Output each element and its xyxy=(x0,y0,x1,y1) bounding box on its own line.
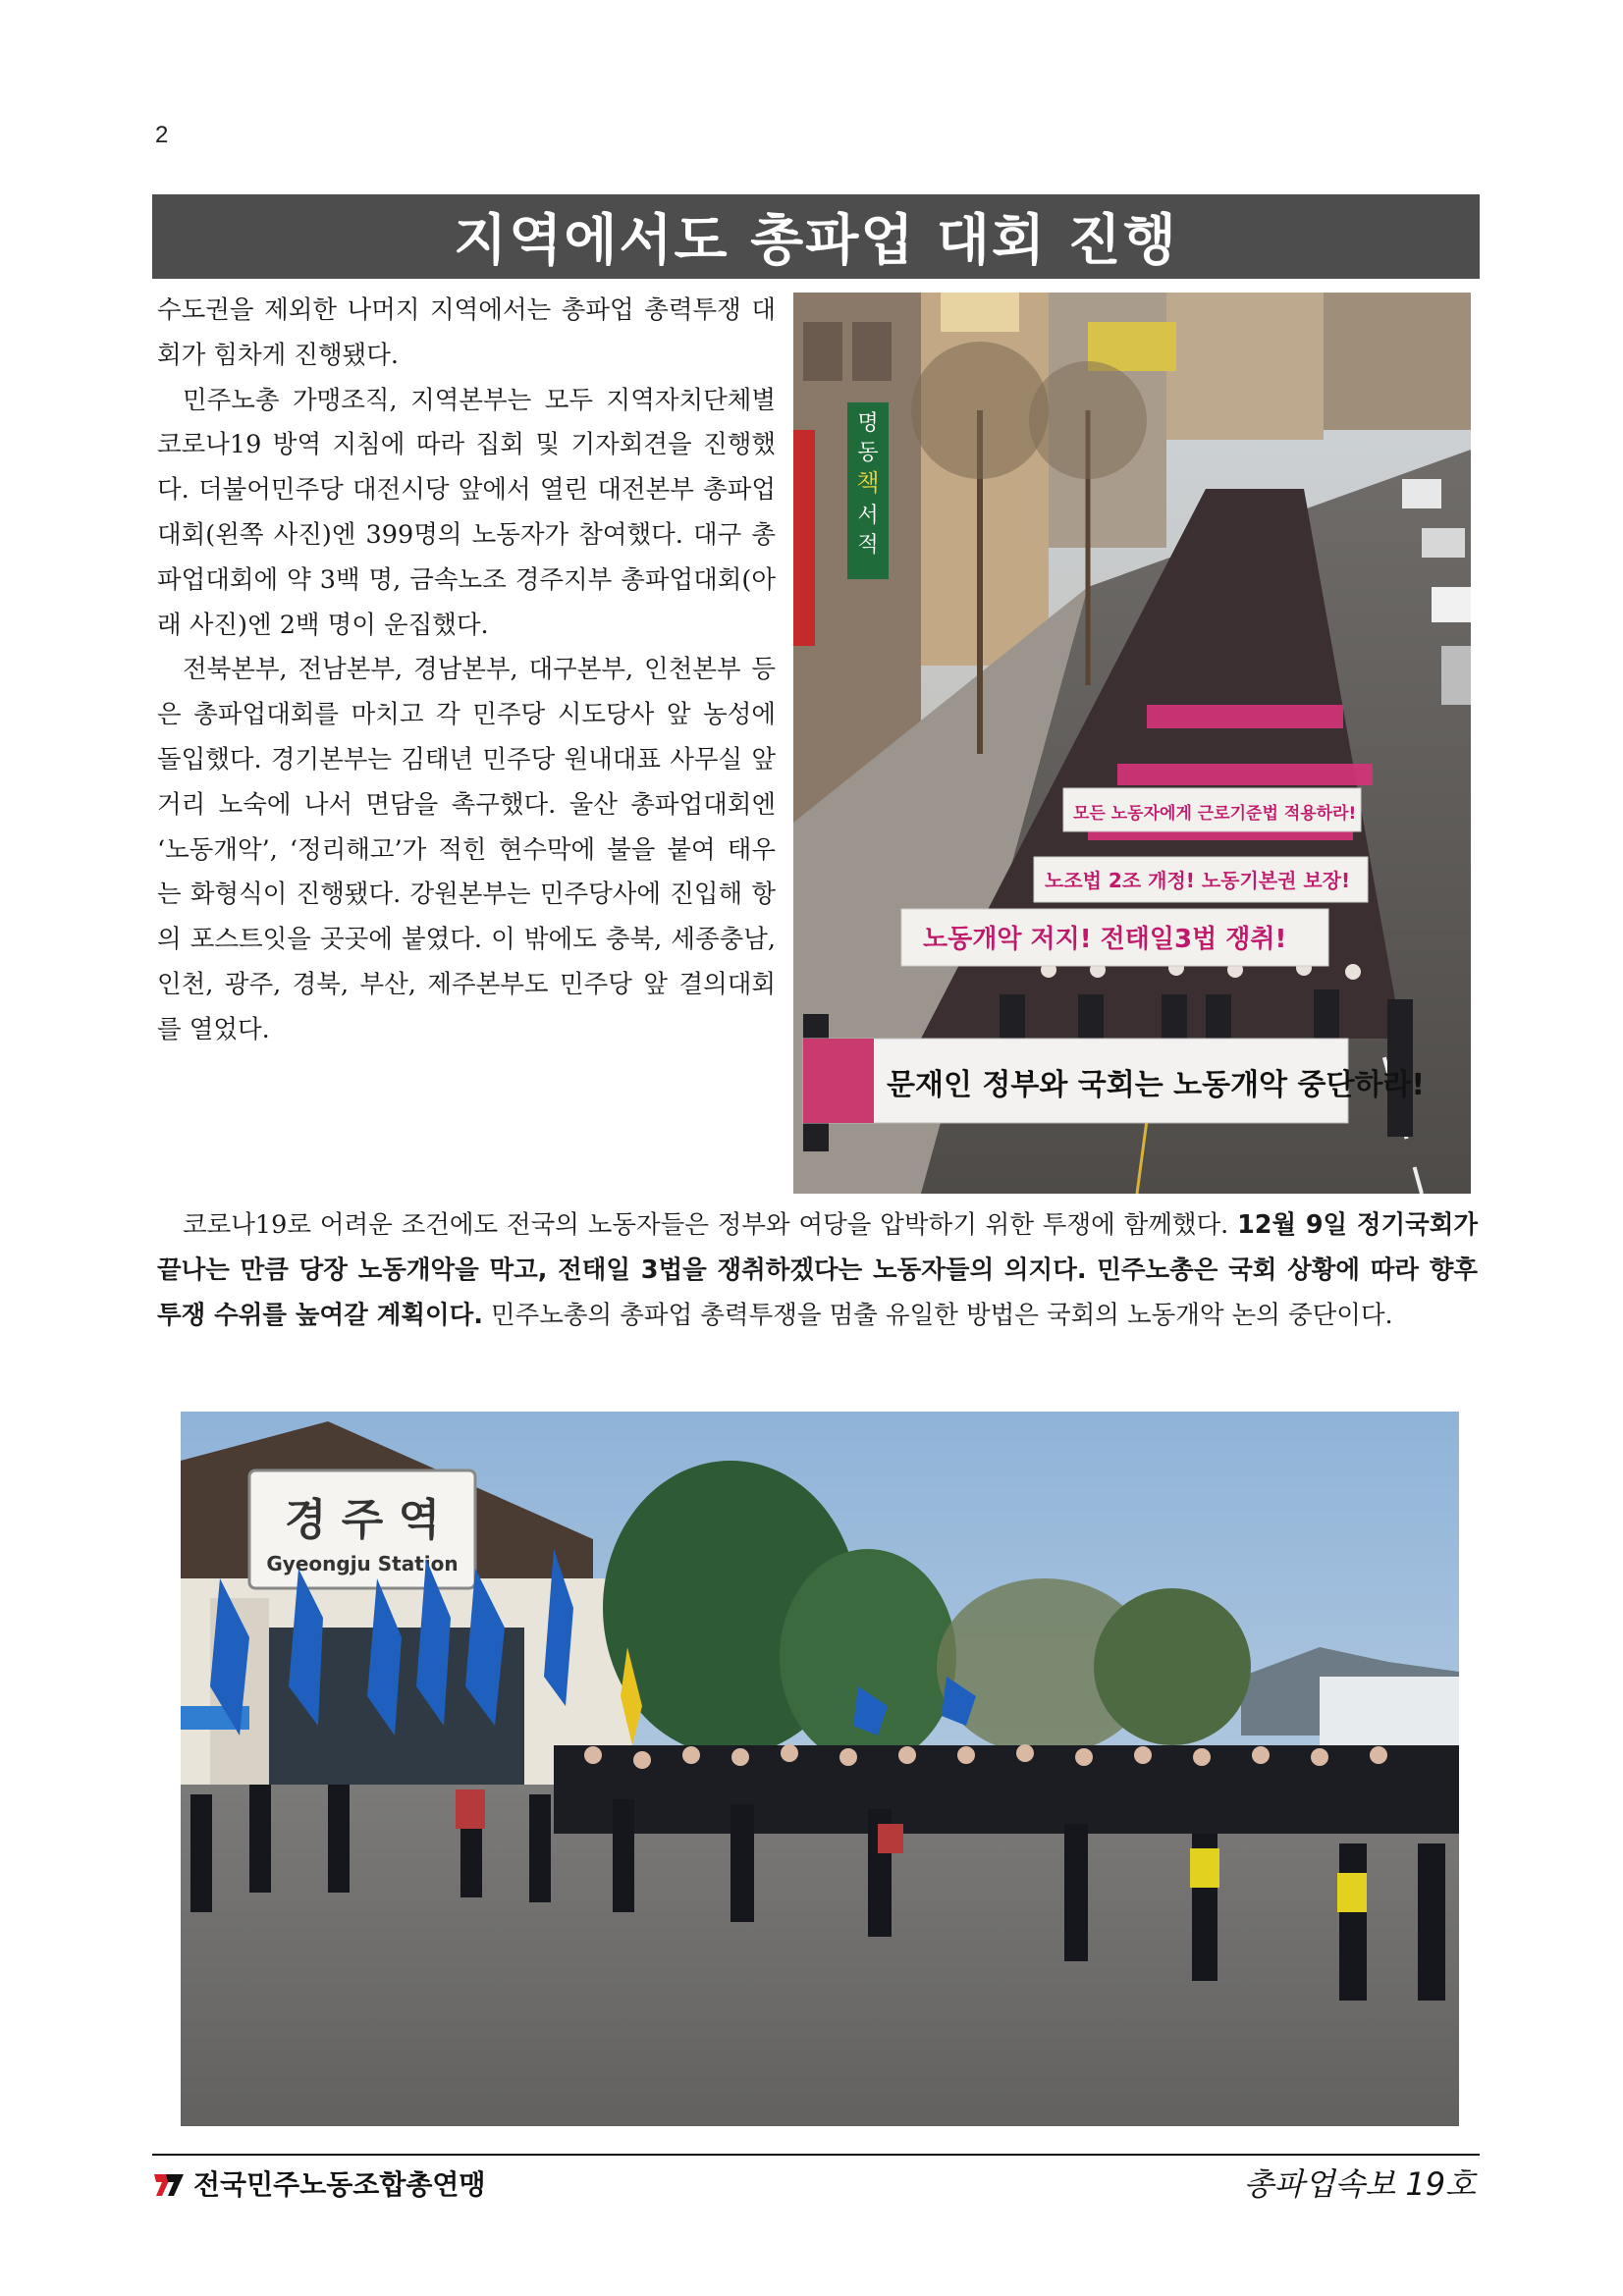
closing-text-1: 코로나19로 어려운 조건에도 전국의 노동자들은 정부와 여당을 압박하기 위한 투쟁에 함께했다. xyxy=(183,1210,1238,1240)
kctu-logo-icon xyxy=(152,2168,186,2198)
svg-text:적: 적 xyxy=(857,533,879,558)
banner-4: 문재인 정부와 국회는 노동개악 중단하라! xyxy=(887,1068,1426,1102)
svg-text:동: 동 xyxy=(857,441,879,465)
bulletin-title: 총파업속보 19호 xyxy=(1243,2165,1476,2203)
org-name: 전국민주노동조합총연맹 xyxy=(193,2168,486,2201)
svg-text:책: 책 xyxy=(856,469,880,497)
closing-text-2: 민주노총의 총파업 총력투쟁을 멈출 유일한 방법은 국회의 노동개악 논의 중단이다. xyxy=(482,1300,1393,1330)
station-sign-en: Gyeongju Station xyxy=(266,1552,459,1575)
station-photo xyxy=(181,1412,1459,2126)
paragraph-3: 전북본부, 전남본부, 경남본부, 대구본부, 인천본부 등은 총파업대회를 마치고 각 민주당 시도당사 앞 농성에 돌입했다. 경기본부는 김태년 민주당 원내대표 사무실 앞 거리 노숙에 나서 면담을 촉구했다. 울산 총파업대회엔 ‘노동개악’, ‘정리해고’가 적힌 현수막에 불을 붙여 태우는 화형식이 진행됐다. 강원본부는 민주당사에 진입해 항의 포스트잇을 곳곳에 붙였다. 이 밖에도 충북, 세종충남, 인천, 광주, 경북, 부산, 제주본부도 민주당 앞 결의대회를 열었다. xyxy=(157,655,776,1044)
title-banner xyxy=(152,194,1480,279)
closing-text-bold: 12월 9일 정기국회가 끝나는 만큼 당장 노동개악을 막고, 전태일 3법을 쟁취하겠다는 노동자들의 의지다. 민주노총은 국회 상황에 따라 향후 투쟁 수위를 높여갈 계획이다. xyxy=(157,1210,1478,1330)
closing-paragraph xyxy=(157,1203,1478,1338)
page-title: 지역에서도 총파업 대회 진행 xyxy=(454,209,1178,273)
banner-1: 모든 노동자에게 근로기준법 적용하라! xyxy=(1073,804,1357,824)
shop-sign xyxy=(856,411,879,558)
banner-2: 노조법 2조 개정! 노동기본권 보장! xyxy=(1045,869,1351,892)
svg-text:서: 서 xyxy=(857,504,879,528)
banner-3: 노동개악 저지! 전태일3법 쟁취! xyxy=(923,925,1287,954)
paragraph-1: 수도권을 제외한 나머지 지역에서는 총파업 총력투쟁 대회가 힘차게 진행됐다. xyxy=(157,295,776,370)
svg-text:명: 명 xyxy=(857,411,879,436)
footer-divider xyxy=(152,2154,1480,2156)
article-column xyxy=(157,289,776,1053)
page-number: 2 xyxy=(155,122,169,148)
station-sign: 경 주 역 xyxy=(284,1495,441,1545)
footer-logo xyxy=(152,2163,486,2203)
paragraph-2: 민주노총 가맹조직, 지역본부는 모두 지역자치단체별 코로나19 방역 지침에 따라 집회 및 기자회견을 진행했다. 더불어민주당 대전시당 앞에서 열린 대전본부 총파업대회(왼쪽 사진)엔 399명의 노동자가 참여했다. 대구 총파업대회에 약 3백 명, 금속노조 경주지부 총파업대회(아래 사진)엔 2백 명이 운집했다. xyxy=(157,385,776,640)
march-photo xyxy=(793,293,1471,1194)
